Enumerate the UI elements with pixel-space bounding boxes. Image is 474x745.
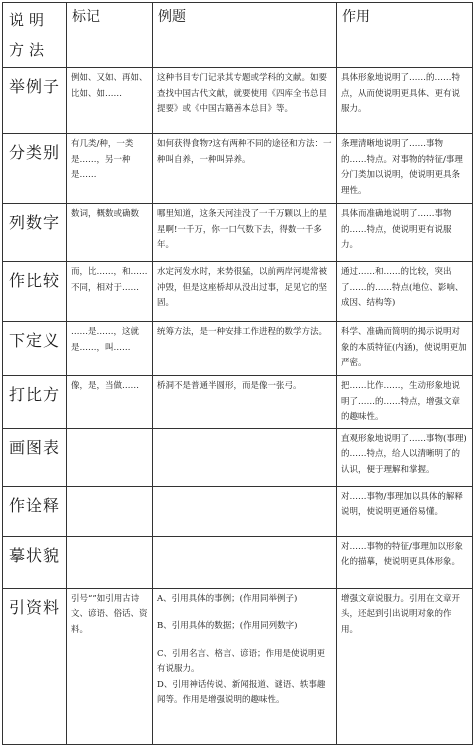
example-cell xyxy=(153,588,337,744)
marker-cell: 像，是，当做…… xyxy=(67,376,153,429)
table-row xyxy=(3,322,473,376)
table-row xyxy=(3,428,473,486)
explanation-methods-table xyxy=(2,2,473,745)
function-cell: 对……事物的特征/事理加以形象化的描摹，使说明更具体形象。 xyxy=(337,536,473,588)
method-cell: 举例子 xyxy=(3,68,67,134)
example-cell xyxy=(153,536,337,588)
marker-cell: 而，比……，和……不同，相对于…… xyxy=(67,262,153,322)
function-cell: 具体而准确地说明了……事物的……特点，使说明更有说服力。 xyxy=(337,204,473,262)
header-example: 例题 xyxy=(153,3,337,68)
line-gap xyxy=(157,607,332,619)
marker-cell: ……是……，这就是……，叫…… xyxy=(67,322,153,376)
header-marker: 标记 xyxy=(67,3,153,68)
example-cell: 哪里知道，这条天河洼没了一千万颗以上的星星啊!一千万，你一口气数下去，得数一千多年。 xyxy=(153,204,337,262)
header-row xyxy=(3,3,473,68)
function-cell: 直观形象地说明了……事物(事理)的……特点，给人以清晰明了的认识，便于理解和掌握。 xyxy=(337,428,473,486)
method-cell: 下定义 xyxy=(3,322,67,376)
table-row xyxy=(3,536,473,588)
function-cell: 通过……和……的比较，突出了……的……特点(地位、影响、成因、结构等) xyxy=(337,262,473,322)
method-cell: 引资料 xyxy=(3,588,67,744)
marker-cell: 例如、又如、再如、比如、如…… xyxy=(67,68,153,134)
marker-cell xyxy=(67,486,153,536)
function-cell: 增强文章说服力。引用在文章开头，还起到引出说明对象的作用。 xyxy=(337,588,473,744)
example-line-a: A、引用具体的事例；(作用同举例子) xyxy=(157,593,298,604)
example-cell xyxy=(153,486,337,536)
function-cell: 把……比作……，生动形象地说明了……的……特点，增强文章的趣味性。 xyxy=(337,376,473,429)
function-cell: 对……事物/事理加以具体的解释说明，使说明更通俗易懂。 xyxy=(337,486,473,536)
marker-cell: 数词，概数或确数 xyxy=(67,204,153,262)
example-cell: 水定河发水时，来势很猛，以前两岸河堤常被冲毁，但是这座桥却从没出过事，足见它的坚固。 xyxy=(153,262,337,322)
method-cell: 打比方 xyxy=(3,376,67,429)
header-function: 作用 xyxy=(337,3,473,68)
table-row xyxy=(3,588,473,744)
method-cell: 作比较 xyxy=(3,262,67,322)
example-line-c: C、引用名言、格言、谚语；作用是使说明更有说服力。 xyxy=(157,648,326,674)
function-cell: 科学、准确而简明的揭示说明对象的本质特征(内涵)，使说明更加严密。 xyxy=(337,322,473,376)
table-row xyxy=(3,134,473,204)
marker-cell xyxy=(67,536,153,588)
method-cell: 摹状貌 xyxy=(3,536,67,588)
line-gap xyxy=(157,635,332,647)
example-cell xyxy=(153,428,337,486)
function-cell: 条理清晰地说明了……事物的……特点。对事物的特征/事理分门类加以说明，使说明更具条理性。 xyxy=(337,134,473,204)
header-method: 说明方法 xyxy=(3,3,67,68)
method-cell: 画图表 xyxy=(3,428,67,486)
marker-cell xyxy=(67,428,153,486)
example-cell: 如何获得食物?这有两种不同的途径和方法：一种叫自养，一种叫异养。 xyxy=(153,134,337,204)
table-row xyxy=(3,376,473,429)
table-row xyxy=(3,68,473,134)
table-row xyxy=(3,262,473,322)
example-cell: 统筹方法，是一种安排工作进程的数学方法。 xyxy=(153,322,337,376)
method-cell: 列数字 xyxy=(3,204,67,262)
example-cell: 这种书目专门记录其专题或学科的文献。如要查找中国古代文献，就要使用《四库全书总目提要》或《中国古籍善本总目》等。 xyxy=(153,68,337,134)
example-line-b: B、引用具体的数据；(作用同列数字) xyxy=(157,621,298,631)
example-cell: 桥洞不是普通半圆形，而是像一张弓。 xyxy=(153,376,337,429)
function-cell: 具体形象地说明了……的……特点，从而使说明更具体、更有说服力。 xyxy=(337,68,473,134)
marker-cell: 引号“”如引用古诗文、谚语、俗话、资料。 xyxy=(67,588,153,744)
table-row xyxy=(3,204,473,262)
method-cell: 分类别 xyxy=(3,134,67,204)
marker-cell: 有几类/种，一类是……，另一种是…… xyxy=(67,134,153,204)
method-cell: 作诠释 xyxy=(3,486,67,536)
table-row xyxy=(3,486,473,536)
example-line-d: D、引用神话传说、新闻报道、谜语、轶事趣闻等。作用是增强说明的趣味性。 xyxy=(157,679,326,705)
